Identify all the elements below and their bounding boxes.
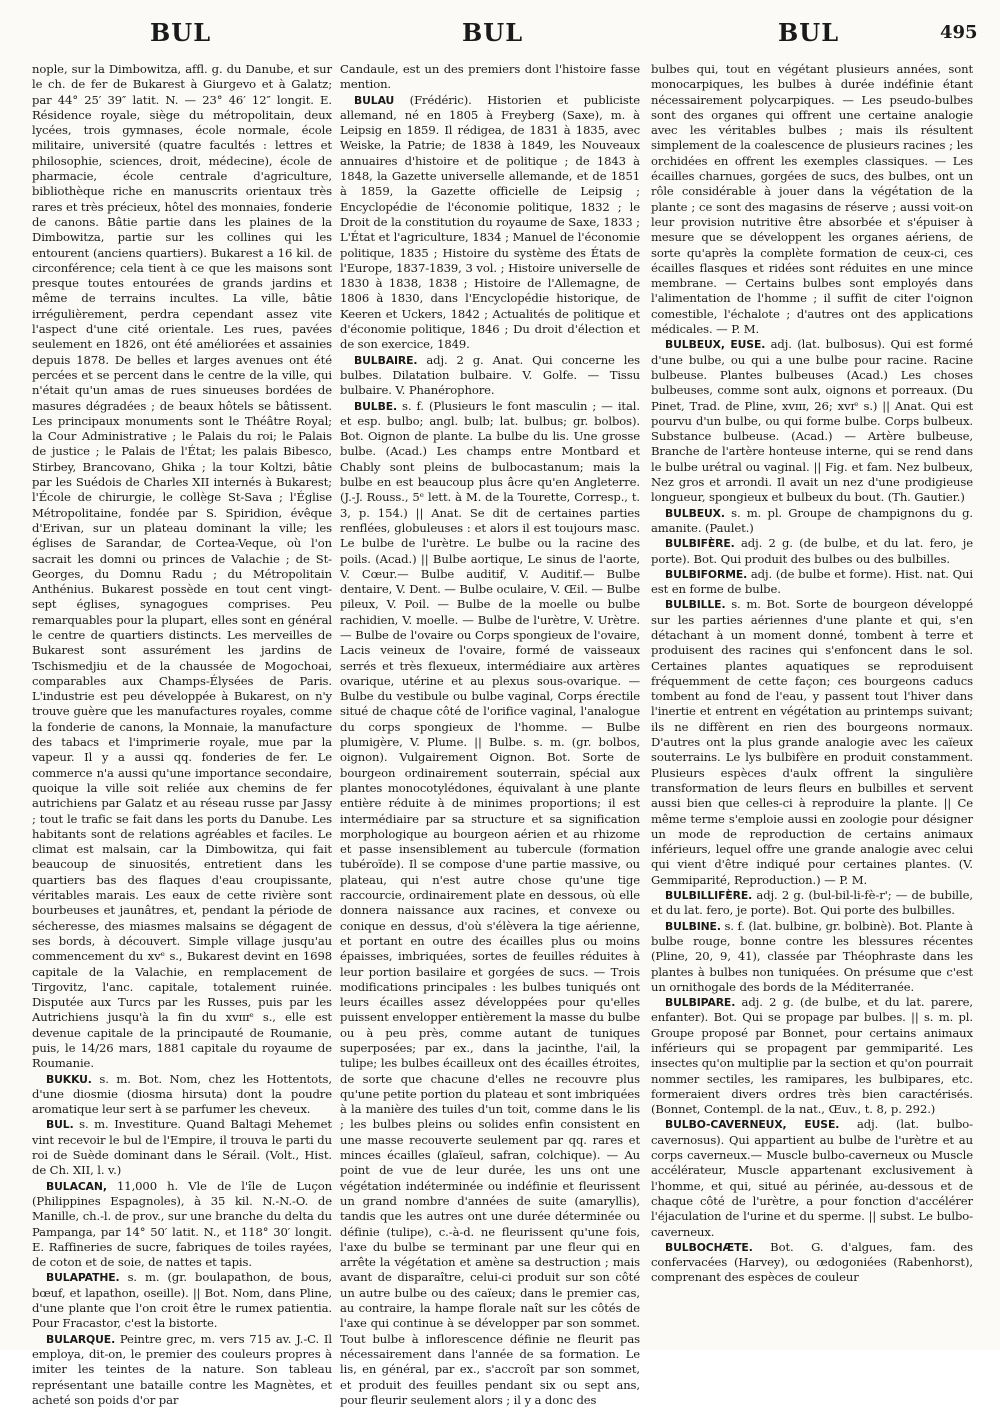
entry-headword: BULBEUX, EUSE. bbox=[665, 338, 766, 352]
entry-headword: BUKKU. bbox=[46, 1072, 92, 1086]
entry-headword: BULBIFÈRE. bbox=[665, 537, 735, 551]
header-right-word: BUL bbox=[778, 18, 840, 47]
dictionary-entry bbox=[32, 1072, 332, 1118]
dictionary-entry bbox=[651, 506, 973, 537]
dictionary-entry bbox=[651, 62, 973, 337]
dictionary-entry bbox=[32, 1179, 332, 1271]
entry-text: s. f. (lat. bulbine, gr. bolbinè). Bot. Plante à bulbe rouge, bonne contre les blessures récentes (Pline, 20, 9, 41), classée par Théophraste dans les plantes à bulbes non tuniquées. On présume que c'est un ornithogale des bords de la Méditerranée. bbox=[651, 918, 973, 994]
text-column-1 bbox=[32, 62, 332, 1407]
entry-headword: BULACAN, bbox=[46, 1179, 107, 1193]
running-header bbox=[0, 14, 1000, 54]
page-number: 495 bbox=[940, 22, 978, 43]
entry-text: adj. 2 g. (de bulbe, et du lat. parere, enfanter). Bot. Qui se propage par bulbes. || s. m. pl. Groupe proposé par Bonnet, pour certains animaux inférieurs qui se propagent par gemmiparité. Les insectes qu'on multiplie par la section et qu'on pourrait nommer sectiles, les ramipares, les bulbipares, etc. formeraient divers ordres très bien caractérisés. (Bonnet, Contempl. de la nat., Œuv., t. 8, p. 292.) bbox=[651, 995, 973, 1117]
dictionary-entry bbox=[340, 62, 640, 93]
dictionary-entry bbox=[651, 597, 973, 888]
entry-text: Bot. G. d'algues, fam. des confervacées (Harvey), ou œdogoniées (Rabenhorst), comprenant des espèces de couleur bbox=[651, 1239, 973, 1285]
entry-headword: BULBEUX. bbox=[665, 506, 725, 520]
entry-text: s. m. (gr. boulapathon, de bous, bœuf, et lapathon, oseille). || Bot. Nom, dans Pline, d'une plante que l'on croit être le rumex patientia. Pour Fracastor, c'est la bistorte. bbox=[32, 1270, 332, 1331]
entry-text: nople, sur la Dimbowitza, affl. g. du Danube, et sur le ch. de fer de Bukarest à Giurgevo et à Galatz; par 44° 25′ 39″ latit. N. — 23° 46′ 12″ longit. E. Résidence royale, siège du métropolitain, deux lycées, trois gymnases, école normale, école militaire, université (quatre facultés : lettres et philosophie, sciences, droit, médecine), école de pharmacie, école centrale d'agriculture, bibliothèque riche en manuscrits orientaux très rares et très précieux, hôtel des monnaies, fonderie de canons. Bâtie partie dans les plaines de la Dimbowitza, partie sur les collines qui les entourent (anciens quartiers). Bukarest a 16 kil. de circonférence; cela tient à ce que les maisons sont presque toutes entourées de grands jardins et même de terrains incultes. La ville, bâtie irrégulièrement, perdra cependant assez vite l'aspect d'une cité orientale. Les rues, pavées seulement en 1826, ont été améliorées et assainies depuis 1878. De belles et larges avenues ont été percées et se percent dans le centre de la ville, qui n'était qu'un amas de rues sinueuses bordées de masures dégradées ; de beaux hôtels se bâtissent. Les principaux monuments sont le Théâtre Royal; la Cour Administrative ; le Palais du roi; le Palais de justice ; le Palais de l'État; les palais Bibesco, Stirbey, Brancovano, Ghika ; la tour Koltzi, bâtie par les Suédois de Charles XII internés à Bukarest; l'École de chirurgie, le collège St-Sava ; l'Église Métropolitaine, fondée par S. Spiridion, évêque d'Erivan, sur un plateau dominant la ville; les églises de Sarandar, de Cortea-Veque, où l'on sacrait les domni ou princes de Valachie ; de St-Georges, du Domnu Radu ; du Métropolitain Anthénius. Bukarest possède en tout cent vingt-sept églises, synagogues comprises. Peu remarquables pour la plupart, elles sont en général le centre de quartiers distincts. Les merveilles de Bukarest sont assurément les jardins de Tschismedjiu et de la chaussée de Mogochoai, comparables aux Champs-Élysées de Paris. L'industrie est peu développée à Bukarest, on n'y trouve guère que les manufactures royales, comme la fonderie de canons, la Monnaie, la manufacture des tabacs et l'imprimerie royale, mue par la vapeur. Il y a aussi qq. fonderies de fer. Le commerce n'a aussi qu'une importance secondaire, quoique la ville soit reliée aux chemins de fer autrichiens par Galatz et au réseau russe par Jassy ; tout le trafic se fait dans les ports du Danube. Les habitants sont de relations agréables et faciles. Le climat est malsain, car la Dimbowitza, qui fait beaucoup de sinuosités, entretient dans les quartiers bas des flaques d'eau croupissante, véritables marais. Les eaux de cette rivière sont bourbeuses et jaunâtres, et, pendant la période de sécheresse, des miasmes malsains se dégagent de ses bords, à découvert. Simple village jusqu'au commencement du xvᵉ s., Bukarest devint en 1698 capitale de la Valachie, en remplacement de Tirgovitz, l'anc. capitale, totalement ruinée. Disputée aux Turcs par les Russes, puis par les Autrichiens jusqu'à la fin du xvɪɪɪᵉ s., elle est devenue capitale de la principauté de Roumanie, puis, le 14/26 mars, 1881 capitale du royaume de Roumanie. bbox=[32, 62, 332, 1071]
entry-headword: BUL. bbox=[46, 1118, 74, 1132]
entry-headword: BULBIFORME. bbox=[665, 567, 748, 581]
entry-text: (Frédéric). Historien et publiciste allemand, né en 1805 à Freyberg (Saxe), m. à Leipsig en 1859. Il rédigea, de 1831 à 1835, avec Weiske, la Patrie; de 1838 à 1849, les Nouveaux annuaires d'histoire et de politique ; de 1843 à 1848, la Gazette universelle allemande, et de 1851 à 1859, la Gazette officielle de Leipsig ; Encyclopédie de l'économie politique, 1832 ; le Droit de la constitution du royaume de Saxe, 1833 ; L'État et l'agriculture, 1834 ; Manuel de l'économie politique, 1835 ; Histoire du système des États de l'Europe, 1837-1839, 3 vol. ; Histoire universelle de 1830 à 1838, 1838 ; Histoire de l'Allemagne, de 1806 à 1830, dans l'Encyclopédie historique, de Keeren et Uckers, 1842 ; Actualités de politique et d'économie politique, 1846 ; Du droit d'élection et de son exercice, 1849. bbox=[340, 92, 640, 352]
dictionary-entry bbox=[651, 567, 973, 598]
entry-headword: BULAU bbox=[354, 93, 395, 107]
entry-text: adj. 2 g. (de bulbe, et du lat. fero, je porte). Bot. Qui produit des bulbes ou des bulbilles. bbox=[651, 536, 973, 566]
text-column-2 bbox=[340, 62, 640, 1407]
dictionary-entry bbox=[651, 919, 973, 995]
dictionary-entry bbox=[651, 1240, 973, 1286]
dictionary-entry bbox=[340, 353, 640, 399]
header-left-word: BUL bbox=[150, 18, 212, 47]
dictionary-entry bbox=[651, 337, 973, 505]
entry-text: s. m. pl. Groupe de champignons du g. amanite. (Paulet.) bbox=[651, 505, 973, 535]
entry-headword: BULBOCHÆTE. bbox=[665, 1240, 753, 1254]
dictionary-entry bbox=[340, 399, 640, 1408]
dictionary-entry bbox=[32, 1332, 332, 1408]
dictionary-entry bbox=[32, 1117, 332, 1178]
entry-text: adj. (lat. bulbosus). Qui est formé d'une bulbe, ou qui a une bulbe pour racine. Racine bulbeuse. Plantes bulbeuses (Acad.) Les choses bulbeuses, comme sont aulx, oignons et porreaux. (Du Pinet, Trad. de Pline, xvɪɪɪ, 26; xvɪᵉ s.) || Anat. Qui est pourvu d'un bulbe, ou qui forme bulbe. Corps bulbeux. Substance bulbeuse. (Acad.) — Artère bulbeuse, Branche de l'artère honteuse interne, qui se rend dans le bulbe urétral ou vaginal. || Fig. et fam. Nez bulbeux, Nez gros et arrondi. Il avait un nez d'une prodigieuse longueur, spongieux et bulbeux du bout. (Th. Gautier.) bbox=[651, 337, 973, 505]
dictionary-entry bbox=[651, 1117, 973, 1239]
entry-text: adj. (de bulbe et forme). Hist. nat. Qui est en forme de bulbe. bbox=[651, 566, 973, 597]
entry-text: s. m. Bot. Nom, chez les Hottentots, d'une diosmie (diosma hirsuta) dont la poudre aromatique leur sert à se parfumer les cheveux. bbox=[32, 1071, 332, 1117]
entry-headword: BULBO-CAVERNEUX, EUSE. bbox=[665, 1118, 840, 1132]
entry-headword: BULBIPARE. bbox=[665, 996, 736, 1010]
entry-headword: BULAPATHE. bbox=[46, 1271, 120, 1285]
dictionary-entry bbox=[651, 995, 973, 1117]
entry-text: s. m. Bot. Sorte de bourgeon développé sur les parties aériennes d'une plante et qui, s'en détachant à un moment donné, tombent à terre et produisent des racines qui s'enfoncent dans le sol. Certaines plantes aquatiques se reproduisent fréquemment de cette façon; ces bourgeons caducs tombent au fond de l'eau, y passent tout l'hiver dans l'inertie et entrent en végétation au printemps suivant; ils ne diffèrent en rien des bourgeons normaux. D'autres ont la plus grande analogie avec les caïeux souterrains. Le lys bulbifère en produit constamment. Plusieurs espèces d'aulx offrent la singulière transformation de leurs fleurs en bulbilles et servent aussi bien que celles-ci à reproduire la plante. || Ce même terme s'emploie aussi en zoologie pour désigner un mode de reproduction de certains animaux inférieurs, lequel offre une grande analogie avec celui qui vient d'être indiqué pour certaines plantes. (V. Gemmiparité, Reproduction.) — P. M. bbox=[651, 597, 973, 887]
dictionary-entry bbox=[32, 1270, 332, 1331]
entry-headword: BULBE. bbox=[354, 399, 397, 413]
header-center-word: BUL bbox=[462, 18, 524, 47]
entry-headword: BULBILLE. bbox=[665, 598, 726, 612]
entry-text: Peintre grec, m. vers 715 av. J.-C. Il employa, dit-on, le premier des couleurs propres à imiter les teintes de la nature. Son tableau représentant une bataille contre les Magnètes, et acheté son poids d'or par bbox=[32, 1331, 332, 1407]
dictionary-entry bbox=[651, 536, 973, 567]
entry-text: adj. (lat. bulbo-cavernosus). Qui appartient au bulbe de l'urètre et au corps caverneux.— Muscle bulbo-caverneux ou Muscle accélérateur, Muscle appartenant exclusivement à l'homme, et qui, situé au périnée, au-dessous et de chaque côté de l'urètre, a pour fonction d'accélérer l'éjaculation de l'urine et du sperme. || subst. Le bulbo-caverneux. bbox=[651, 1117, 973, 1239]
entry-text: 11,000 h. Vle de l'île de Luçon (Philippines Espagnoles), à 35 kil. N.-N.-O. de Manille, ch.-l. de prov., sur une branche du delta du Pampanga, par 14° 50′ latit. N., et 118° 30′ longit. E. Raffineries de sucre, fabriques de toiles rayées, de coton et de soie, de nattes et tapis. bbox=[32, 1178, 332, 1270]
entry-headword: BULBILLIFÈRE. bbox=[665, 889, 753, 903]
entry-text: bulbes qui, tout en végétant plusieurs années, sont monocarpiques, les bulbes à durée indéfinie étant nécessairement polycarpiques. — Les pseudo-bulbes sont des organes qui offrent une certaine analogie avec les véritables bulbes ; mais ils résultent simplement de la coalescence de plusieurs racines ; les orchidées en offrent les exemples classiques. — Les écailles charnues, gorgées de sucs, des bulbes, ont un rôle considérable à jouer dans la végétation de la plante ; ce sont des magasins de réserve ; aussi voit-on leur provision nutritive être absorbée et s'épuiser à mesure que se développent les organes aériens, de sorte qu'après la complète formation de ceux-ci, ces écailles flasques et ridées sont réduites en une mince membrane. — Certains bulbes sont employés dans l'alimentation de l'homme ; il suffit de citer l'oignon comestible, l'échalote ; d'autres ont des applications médicales. — P. M. bbox=[651, 62, 973, 337]
entry-headword: BULBINE. bbox=[665, 919, 721, 933]
dictionary-entry bbox=[651, 888, 973, 919]
text-column-3 bbox=[651, 62, 973, 1344]
entry-text: s. m. Investiture. Quand Baltagi Mehemet vint recevoir le bul de l'Empire, il trouva le parti du roi de Suède dominant dans le Sérail. (Volt., Hist. de Ch. XII, l. v.) bbox=[32, 1117, 332, 1178]
entry-text: s. f. (Plusieurs le font masculin ; — ital. et esp. bulbo; angl. bulb; lat. bulbus; gr. bolbos). Bot. Oignon de plante. La bulbe du lis. Une grosse bulbe. (Acad.) Les champs entre Montbard et Chably sont pleins de bulbocastanum; mais la bulbe en est beaucoup plus âcre qu'en Angleterre. (J.-J. Rouss., 5ᵉ lett. à M. de la Tourette, Corresp., t. 3, p. 154.) || Anat. Se dit de certaines parties renflées, globuleuses : et alors il est toujours masc. Le bulbe de l'urètre. Le bulbe ou la racine des poils. (Acad.) || Bulbe aortique, Le sinus de l'aorte, V. Cœur.— Bulbe auditif, V. Auditif.— Bulbe dentaire, V. Dent. — Bulbe oculaire, V. Œil. — Bulbe pileux, V. Poil. — Bulbe de la moelle ou bulbe rachidien, V. moelle. — Bulbe de l'urètre, V. Urètre. — Bulbe de l'ovaire ou Corps spongieux de l'ovaire, Lacis veineux de l'ovaire, formé de vaisseaux serrés et très flexueux, intermédiaire aux artères ovarique, utérine et au plexus sous-ovarique. — Bulbe du vestibule ou bulbe vaginal, Corps érectile situé de chaque côté de l'orifice vaginal, l'analogue du corps spongieux de l'homme. — Bulbe plumigère, V. Plume. || Bulbe. s. m. (gr. bolbos, oignon). Vulgairement Oignon. Bot. Sorte de bourgeon ordinairement souterrain, spécial aux plantes monocotylédones, équivalant à une plante entière réduite à de minimes proportions; il est intermédiaire par sa structure et sa signification morphologique au bourgeon aérien et au rhizome et passe insensiblement au tubercule (formation tubéroïde). Il se compose d'une partie massive, ou plateau, qui n'est autre chose qu'une tige raccourcie, ordinairement plate en dessous, où elle donnera naissance aux racines, et convexe ou conique en dessus, d'où s'élèvera la tige aérienne, et portant en outre des écailles plus ou moins épaisses, imbriquées, sortes de feuilles réduites à leur portion basilaire et gorgées de sucs. — Trois modifications principales : les bulbes tuniqués ont leurs écailles assez développées pour qu'elles puissent envelopper entièrement la masse du bulbe ou à peu près, comme autant de tuniques superposées; par ex., dans la jacinthe, l'ail, la tulipe; les bulbes écailleux ont des écailles étroites, de sorte que chacune d'elles ne recouvre plus qu'une petite portion du plateau et sont imbriquées à la manière des tuiles d'un toit, comme dans le lis ; les bulbes pleins ou solides enfin consistent en une masse recouverte seulement par qq. rares et minces écailles (glaïeul, safran, colchique). — Au point de vue de leur durée, les uns ont une végétation indéterminée ou indéfinie et fleurissent un grand nombre d'années de suite (amaryllis), tandis que les autres ont une durée déterminée ou définie (tulipe), c.-à-d. ne fleurissent qu'une fois, l'axe du bulbe se terminant par une fleur qui en arrête la végétation et amène sa destruction ; mais avant de disparaître, celui-ci produit sur son côté un autre bulbe ou des caïeux; dans le premier cas, au contraire, la hampe florale naît sur les côtés de l'axe qui continue à se développer par son sommet. Tout bulbe à inflorescence définie ne fleurit pas nécessairement dans l'année de sa formation. Le lis, en général, par ex., s'accroît par son sommet, et produit des feuilles pendant six ou sept ans, pour fleurir seulement alors ; il y a donc des bbox=[340, 398, 640, 1407]
dictionary-entry bbox=[32, 62, 332, 1072]
entry-headword: BULBAIRE. bbox=[354, 353, 418, 367]
entry-headword: BULARQUE. bbox=[46, 1332, 116, 1346]
entry-text: Candaule, est un des premiers dont l'histoire fasse mention. bbox=[340, 62, 640, 92]
dictionary-entry bbox=[340, 93, 640, 353]
entry-text: adj. 2 g. Anat. Qui concerne les bulbes. Dilatation bulbaire. V. Golfe. — Tissu bulbaire. V. Phanérophore. bbox=[340, 352, 640, 398]
entry-text: adj. 2 g. (bul-bil-li-fè-r'; — de bubille, et du lat. fero, je porte). Bot. Qui porte des bulbilles. bbox=[651, 888, 973, 918]
